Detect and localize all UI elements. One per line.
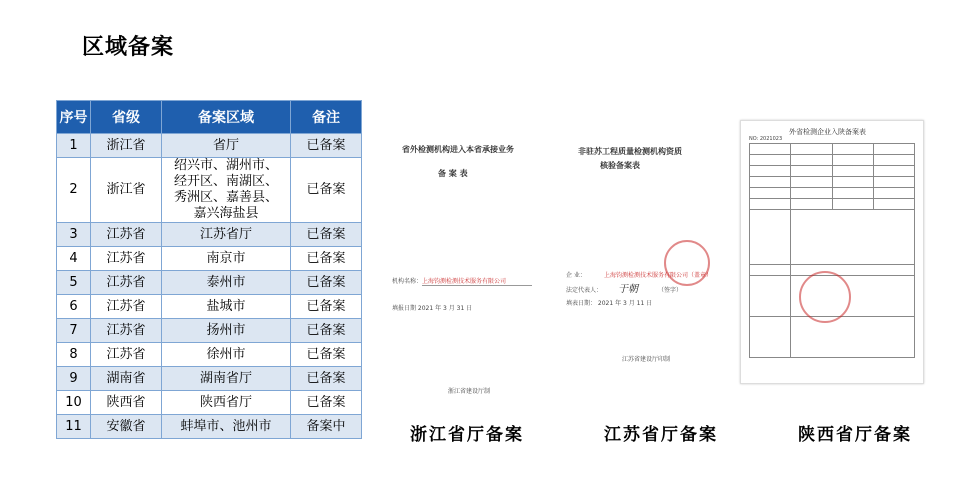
shaanxi-filing-document <box>740 120 924 384</box>
cell-note: 已备案 <box>291 271 362 295</box>
red-seal-stamp <box>664 240 710 286</box>
doc-title-line1: 非驻苏工程质量检测机构资质 <box>578 147 682 156</box>
cell-note: 已备案 <box>291 134 362 158</box>
cell-area-line: 经开区、南湖区、 <box>173 174 278 189</box>
cell-area: 扬州市 <box>162 319 291 343</box>
doc-footer: 浙江省建设厅制 <box>448 388 491 395</box>
cell-no: 2 <box>57 158 91 223</box>
table-row <box>57 343 362 367</box>
cell-note: 已备案 <box>291 319 362 343</box>
cell-note: 已备案 <box>291 343 362 367</box>
cell-note: 已备案 <box>291 367 362 391</box>
cell-note: 备案中 <box>291 415 362 439</box>
cell-area-line: 绍兴市、湖州市、 <box>173 158 278 173</box>
doc-title-line2: 备 案 表 <box>438 169 468 178</box>
cell-province: 江苏省 <box>91 223 162 247</box>
doc-date: 填报日期 2021 年 3 月 31 日 <box>392 305 473 312</box>
cell-province: 陕西省 <box>91 391 162 415</box>
cell-area: 省厅 <box>162 134 291 158</box>
cell-province: 江苏省 <box>91 343 162 367</box>
cell-province: 江苏省 <box>91 295 162 319</box>
doc-company-label: 企 业： <box>566 272 586 279</box>
header-no: 序号 <box>57 101 91 134</box>
header-note: 备注 <box>291 101 362 134</box>
table-row <box>57 158 362 223</box>
caption-zhejiang: 浙江省厅备案 <box>410 425 524 445</box>
doc-title-line2: 核验备案表 <box>600 161 640 170</box>
cell-area-line: 嘉兴海盐县 <box>193 206 259 221</box>
jiangsu-filing-document <box>560 128 725 368</box>
caption-shaanxi: 陕西省厅备案 <box>798 425 912 445</box>
table-row <box>57 415 362 439</box>
cell-area: 蚌埠市、池州市 <box>162 415 291 439</box>
cell-area: 徐州市 <box>162 343 291 367</box>
table-row <box>57 134 362 158</box>
caption-jiangsu: 江苏省厅备案 <box>604 425 718 445</box>
doc-rep-label: 法定代表人： <box>566 287 603 294</box>
doc-title: 外省检测企业入陕备案表 <box>789 128 866 136</box>
cell-area-line: 秀洲区、嘉善县、 <box>173 190 278 205</box>
cell-area: 泰州市 <box>162 271 291 295</box>
cell-note: 已备案 <box>291 158 362 223</box>
cell-note: 已备案 <box>291 247 362 271</box>
cell-no: 4 <box>57 247 91 271</box>
cell-area: 湖南省厅 <box>162 367 291 391</box>
doc-org-value: 上海钧测检测技术服务有限公司 <box>422 278 507 285</box>
red-seal-stamp <box>799 271 851 323</box>
doc-company-value: 上海钧测检测技术服务有限公司（盖章） <box>604 272 713 279</box>
cell-area: 南京市 <box>162 247 291 271</box>
cell-no: 8 <box>57 343 91 367</box>
cell-province: 浙江省 <box>91 158 162 223</box>
doc-form-grid <box>749 143 915 358</box>
cell-province: 安徽省 <box>91 415 162 439</box>
cell-province: 江苏省 <box>91 247 162 271</box>
doc-org-label: 机构名称： <box>392 278 423 285</box>
cell-no: 11 <box>57 415 91 439</box>
cell-area <box>162 158 291 223</box>
cell-no: 3 <box>57 223 91 247</box>
table-header-row <box>57 101 362 134</box>
cell-no: 1 <box>57 134 91 158</box>
cell-no: 9 <box>57 367 91 391</box>
cell-no: 7 <box>57 319 91 343</box>
cell-note: 已备案 <box>291 295 362 319</box>
header-area: 备案区域 <box>162 101 291 134</box>
cell-area: 盐城市 <box>162 295 291 319</box>
registration-table <box>56 100 362 439</box>
page-title: 区域备案 <box>82 35 175 60</box>
doc-date: 填表日期： 2021 年 3 月 11 日 <box>566 300 653 307</box>
table-row <box>57 271 362 295</box>
cell-province: 江苏省 <box>91 319 162 343</box>
cell-province: 浙江省 <box>91 134 162 158</box>
cell-note: 已备案 <box>291 391 362 415</box>
underline <box>422 285 532 286</box>
table-row <box>57 247 362 271</box>
doc-footer: 江苏省建设厅印制 <box>622 356 671 363</box>
cell-province: 湖南省 <box>91 367 162 391</box>
cell-area: 江苏省厅 <box>162 223 291 247</box>
cell-no: 10 <box>57 391 91 415</box>
signature: 于朝 <box>618 284 638 295</box>
table-row <box>57 295 362 319</box>
cell-area: 陕西省厅 <box>162 391 291 415</box>
cell-province: 江苏省 <box>91 271 162 295</box>
cell-note: 已备案 <box>291 223 362 247</box>
table-row <box>57 367 362 391</box>
doc-rep-note: （签字） <box>658 287 683 294</box>
doc-number: NO: 2021023 <box>749 136 783 142</box>
table-row <box>57 391 362 415</box>
zhejiang-filing-document <box>378 118 560 410</box>
header-province: 省级 <box>91 101 162 134</box>
table-row <box>57 319 362 343</box>
cell-no: 6 <box>57 295 91 319</box>
table-row <box>57 223 362 247</box>
doc-title-line1: 省外检测机构进入本省承接业务 <box>402 145 514 154</box>
cell-no: 5 <box>57 271 91 295</box>
